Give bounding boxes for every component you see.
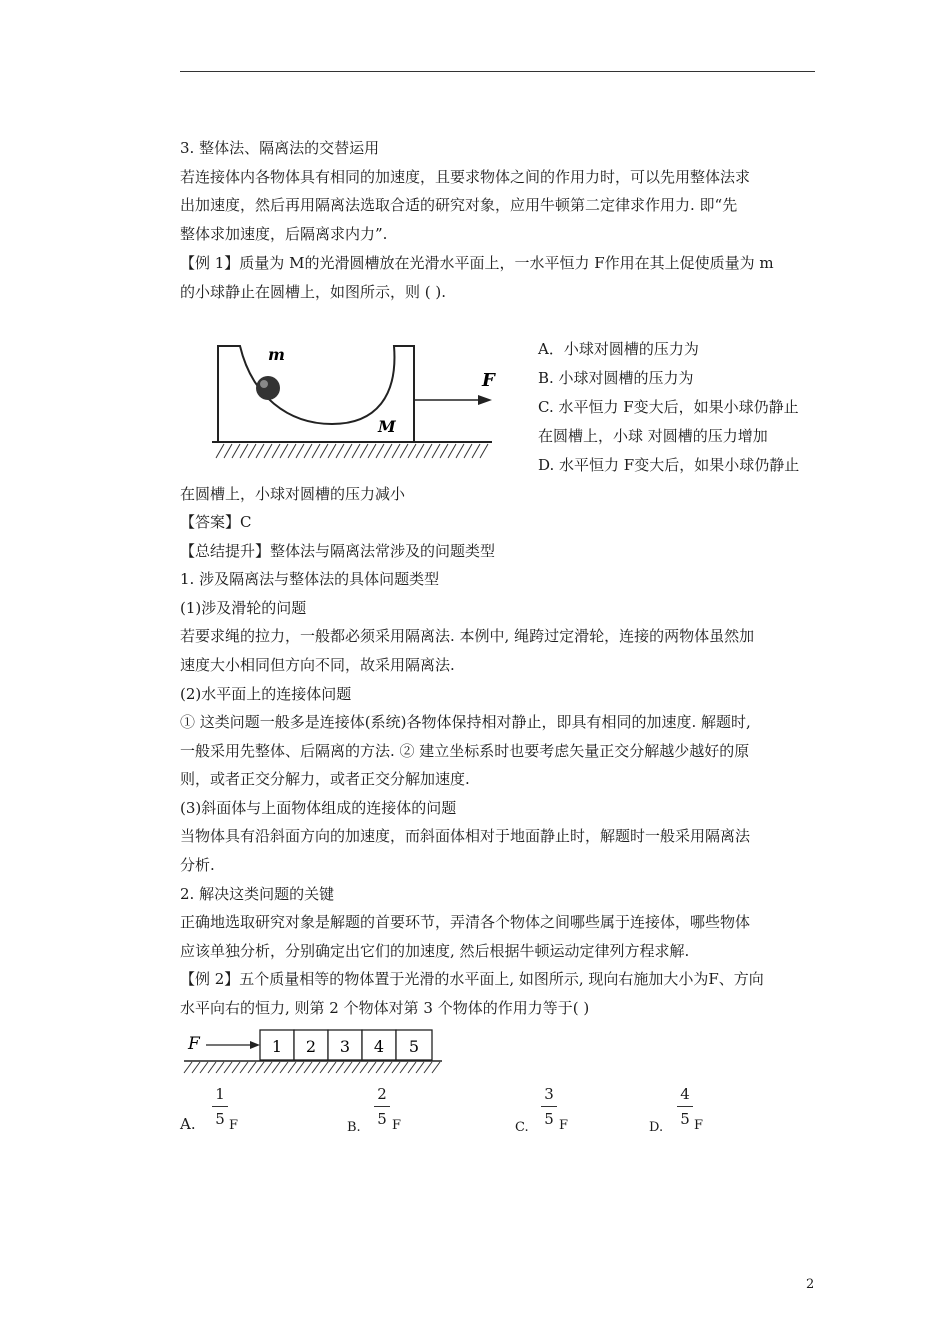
choice-b-denominator: 5	[377, 1110, 387, 1128]
summary-line-15: 应该单独分析，分别确定出它们的加速度, 然后根据牛顿运动定律列方程求解.	[180, 942, 690, 960]
summary-line-8: 一般采用先整体、后隔离的方法. ② 建立坐标系时也要考虑矢量正交分解越少越好的原	[180, 742, 750, 760]
example2-stem-2: 水平向右的恒力, 则第 2 个物体对第 3 个物体的作用力等于( )	[180, 999, 590, 1017]
choice-c-suffix: F	[559, 1118, 569, 1133]
summary-line-3: (1)涉及滑轮的问题	[180, 599, 307, 617]
summary-line-14: 正确地选取研究对象是解题的首要环节，弄清各个物体之间哪些属于连接体，哪些物体	[180, 913, 751, 931]
intro-line-2: 出加速度，然后再用隔离法选取合适的研究对象，应用牛顿第二定律求作用力. 即“先	[180, 196, 738, 214]
example1-stem-1: 【例 1】质量为 M的光滑圆槽放在光滑水平面上，一水平恒力 F作用在其上促使质量为 m	[180, 254, 774, 272]
choice-a-letter: A.	[180, 1115, 196, 1133]
block-3-label: 3	[339, 1037, 351, 1056]
blocks-ground-hatch	[184, 1062, 440, 1073]
choice-b-fraction	[374, 1084, 390, 1129]
summary-line-6: (2)水平面上的连接体问题	[180, 685, 352, 703]
example1-option-a: A．小球对圆槽的压力为	[538, 340, 699, 358]
example1-option-c-cont: 在圆槽上，小球 对圆槽的压力增加	[538, 427, 768, 445]
intro-line-1: 若连接体内各物体具有相同的加速度，且要求物体之间的作用力时，可以先用整体法求	[180, 168, 751, 186]
summary-line-2: 1. 涉及隔离法与整体法的具体问题类型	[180, 570, 440, 588]
summary-line-4: 若要求绳的拉力，一般都必须采用隔离法. 本例中, 绳跨过定滑轮，连接的两物体虽然加	[180, 627, 755, 645]
choice-d-letter: D.	[649, 1120, 664, 1135]
example1-answer: 【答案】C	[180, 513, 252, 531]
header-rule	[180, 71, 815, 72]
blocks-force-arrowhead	[250, 1041, 260, 1049]
example1-option-c: C. 水平恒力 F变大后，如果小球仍静止	[538, 398, 799, 416]
block-1-label: 1	[271, 1037, 283, 1056]
choice-a-suffix: F	[229, 1118, 239, 1133]
ball-highlight	[260, 380, 268, 388]
summary-line-11: 当物体具有沿斜面方向的加速度，而斜面体相对于地面静止时，解题时一般采用隔离法	[180, 827, 751, 845]
choice-d-numerator: 4	[680, 1085, 690, 1103]
choice-c-letter: C.	[515, 1120, 529, 1135]
example1-stem-2: 的小球静止在圆槽上，如图所示，则 ( ).	[180, 283, 447, 301]
choice-c-numerator: 3	[544, 1085, 554, 1103]
choice-b-letter: B.	[347, 1120, 361, 1135]
slot-label: M	[378, 417, 396, 436]
summary-line-7: ① 这类问题一般多是连接体(系统)各物体保持相对静止，即具有相同的加速度. 解题时,	[180, 713, 751, 731]
slot-figure	[210, 338, 500, 466]
ground-hatch	[216, 444, 488, 458]
summary-line-13: 2. 解决这类问题的关键	[180, 885, 335, 903]
force-label: F	[482, 370, 495, 391]
example1-option-d: D. 水平恒力 F变大后，如果小球仍静止	[538, 456, 800, 474]
force-arrowhead	[478, 395, 492, 405]
example1-option-d-cont: 在圆槽上，小球对圆槽的压力减小	[180, 485, 406, 503]
choice-d-denominator: 5	[680, 1110, 690, 1128]
section-title: 3. 整体法、隔离法的交替运用	[180, 139, 380, 157]
page-number: 2	[806, 1277, 815, 1292]
ball	[256, 376, 280, 400]
choice-c-fraction	[541, 1084, 557, 1129]
choice-c-denominator: 5	[544, 1110, 554, 1128]
choice-a-fraction	[212, 1084, 228, 1129]
choice-b-numerator: 2	[377, 1085, 387, 1103]
summary-line-9: 则，或者正交分解力，或者正交分解加速度.	[180, 770, 470, 788]
choice-b-suffix: F	[392, 1118, 402, 1133]
summary-line-12: 分析.	[180, 856, 215, 874]
choice-d-suffix: F	[694, 1118, 704, 1133]
blocks-figure	[180, 1029, 450, 1079]
block-4-label: 4	[373, 1037, 385, 1056]
example1-option-b: B. 小球对圆槽的压力为	[538, 369, 694, 387]
example2-stem-1: 【例 2】五个质量相等的物体置于光滑的水平面上, 如图所示, 现向右施加大小为F、方向	[180, 970, 764, 988]
summary-line-10: (3)斜面体与上面物体组成的连接体的问题	[180, 799, 457, 817]
ball-label: m	[268, 345, 285, 364]
summary-line-1: 【总结提升】整体法与隔离法常涉及的问题类型	[180, 542, 496, 560]
block-2-label: 2	[305, 1037, 317, 1056]
blocks-force-label: F	[188, 1034, 200, 1054]
choice-a-denominator: 5	[215, 1110, 225, 1128]
intro-line-3: 整体求加速度，后隔离求内力”.	[180, 225, 388, 243]
choice-a-numerator: 1	[215, 1085, 225, 1103]
block-5-label: 5	[408, 1037, 420, 1056]
summary-line-5: 速度大小相同但方向不同，故采用隔离法.	[180, 656, 455, 674]
choice-d-fraction	[677, 1084, 693, 1129]
